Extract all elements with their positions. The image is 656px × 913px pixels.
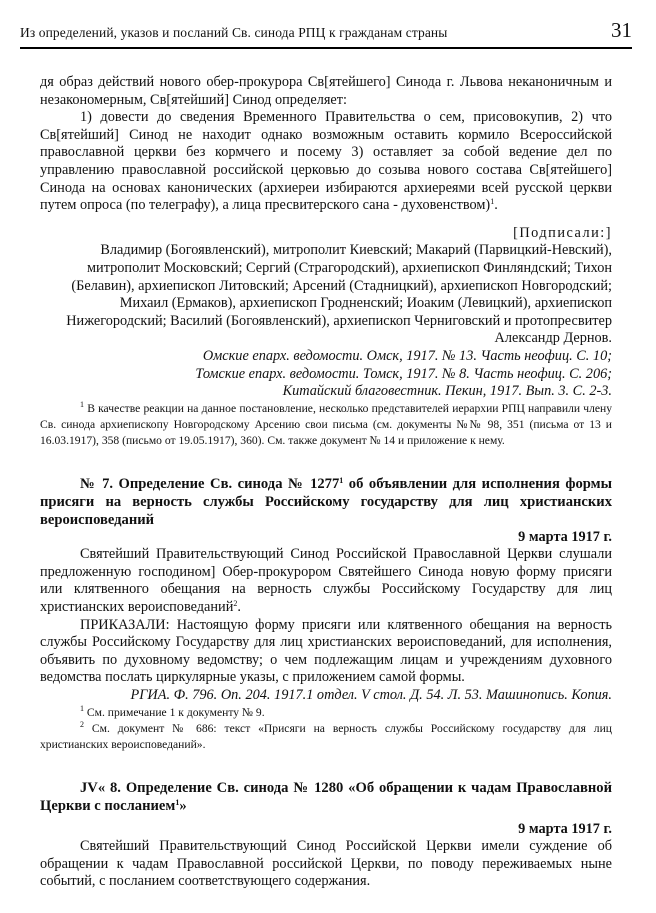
- footnote: [40, 401, 612, 449]
- resolution-paragraph: 1) довести до сведения Временного Правительства о сем, присовокупив, 2) что Св[ятейший] Синод не находит однако возможным оставить кормило Всероссийской православной церкви без кормчего и посему 3) оставляет за собой ведение дел по управлению православной российской церковью до созыва нового состава Св[ятейшего] Синода на основах канонических (архиереи избираются архиереями всей русской церкви путем опроса (по телеграфу), а лица пресвитерского сана - духовенством)$^1$.: [40, 109, 612, 214]
- doc8-heading-part1: JV« 8. Определение Св. синода № 1280 «Об обращении к чадам Православной Церкви с посланием: [40, 779, 612, 814]
- document-7-heading: [40, 475, 612, 529]
- doc7-paragraph-2: ПРИКАЗАЛИ: Настоящую форму присяги или клятвенного обещания на верность службы Российскому Государству для лиц христианских вероисповеданий, для исполнения, объявить по духовному ведомству; о чем подлежащим лицам и учреждениям духовного ведомства послать циркулярные указы, с приложением самой формы.: [40, 616, 612, 686]
- document-8-date: 9 марта 1917 г.: [518, 820, 612, 837]
- doc7-heading-part1: № 7. Определение Св. синода № 1277: [80, 475, 340, 492]
- doc7-p1-end: .: [237, 599, 241, 616]
- page-number: 31: [611, 18, 632, 42]
- running-title: Из определений, указов и посланий Св. синода РПЦ к гражданам страны: [20, 25, 448, 40]
- source-line-1: Омские епарх. ведомости. Омск, 1917. № 13. Часть неофиц. С. 10;: [202, 347, 612, 364]
- doc7-fn1-mark: 1: [80, 703, 84, 713]
- footnote-ref-1: 1: [490, 197, 495, 207]
- doc7-source: РГИА. Ф. 796. Оп. 204. 1917.1 отдел. V стол. Д. 54. Л. 53. Машинопись. Копия.: [130, 687, 612, 704]
- document-7-date: 9 марта 1917 г.: [518, 528, 612, 545]
- signed-label: [Подписали:]: [513, 224, 612, 241]
- doc7-paragraph-1: [40, 546, 612, 616]
- header-rule: [20, 47, 632, 49]
- document-8-heading: [40, 779, 612, 815]
- resolution-text: 1) довести до сведения Временного Правительства о сем, присовокупив, 2) что Св[ятейший] Синод не находит однако возможным оставить кормило Всероссийской православной церкви без кормчего и посему 3) оставляет за собой ведение дел по управлению православной российской церковью до созыва нового состава Св[ятейшего] Синода на основах канонических (архиереи избираются архиереями всей русской церкви путем опроса (по телеграфу), а лица пресвитерского сана - духовенством): [40, 109, 612, 214]
- doc7-footnote-1: [40, 705, 612, 721]
- doc7-footnote-2: [40, 721, 612, 753]
- doc7-fn2-text: См. документ № 686: текст «Присяги на верность службы Российскому государству для лиц христианских вероисповеданий».: [40, 721, 612, 751]
- doc8-heading-part2: »: [179, 797, 187, 814]
- doc8-paragraph-1: Святейший Правительствующий Синод Российской Церкви имели суждение об обращении к чадам Православной российской Церкви, по поводу переживаемых ныне событий, с посланием соответствующего содержания.: [40, 838, 612, 890]
- doc7-heading-part2: об объявлении для исполнения формы присяги на верность службы Российскому государству для лиц христианских вероисповеданий: [40, 475, 612, 528]
- source-line-3: Китайский благовестник. Пекин, 1917. Вып. 3. С. 2-3.: [282, 383, 612, 400]
- doc7-fn1-text: См. примечание 1 к документу № 9.: [86, 705, 265, 719]
- footnote-mark: 1: [80, 399, 84, 409]
- running-header: [20, 18, 632, 58]
- page-content: [40, 74, 612, 891]
- doc7-fn2-mark: 2: [80, 719, 84, 729]
- doc7-p1-text: Святейший Правительствующий Синод Российской Православной Церкви слушали предложенную господином] Обер-прокурором Святейшего Синода новую форму присяги или клятвенного обещания на верность службы Российскому Государству для лиц христианских вероисповеданий: [40, 546, 612, 616]
- signatories-list: Владимир (Богоявленский), митрополит Киевский; Макарий (Парвицкий-Невский), митрополит Московский; Сергий (Страгородский), архиепископ Финляндский; Тихон (Белавин), архиепископ Литовский; Арсений (Стадницкий), архиепископ Новгородский; Михаил (Ермаков), архиепископ Гродненский; Иоаким (Левицкий), архиепископ Нижегородский; Василий (Богоявленский), архиепископ Черниговский и протопресвитер Александр Дернов.: [66, 242, 612, 347]
- footnote-text: В качестве реакции на данное постановление, несколько представителей иерархии РПЦ направили члену Св. синода архиепископу Новгородскому Арсению свои письма (см. документы №№ 98, 351 (письма от 13 и 16.03.1917), 358 (письмо от 19.05.1917), 360). См. также документ № 14 и приложение к нему.: [40, 401, 612, 447]
- continuation-paragraph: дя образ действий нового обер-прокурора Св[ятейшего] Синода г. Львова неканоничным и незакономерным, Св[ятейший] Синод определяет:: [40, 74, 612, 108]
- doc7-heading-footnote-ref: 1: [339, 475, 344, 485]
- doc8-heading-footnote-ref: 1: [175, 797, 180, 807]
- source-line-2: Томские епарх. ведомости. Томск, 1917. № 8. Часть неофиц. С. 206;: [195, 365, 612, 382]
- doc7-footnote-ref-2: 2: [233, 599, 238, 609]
